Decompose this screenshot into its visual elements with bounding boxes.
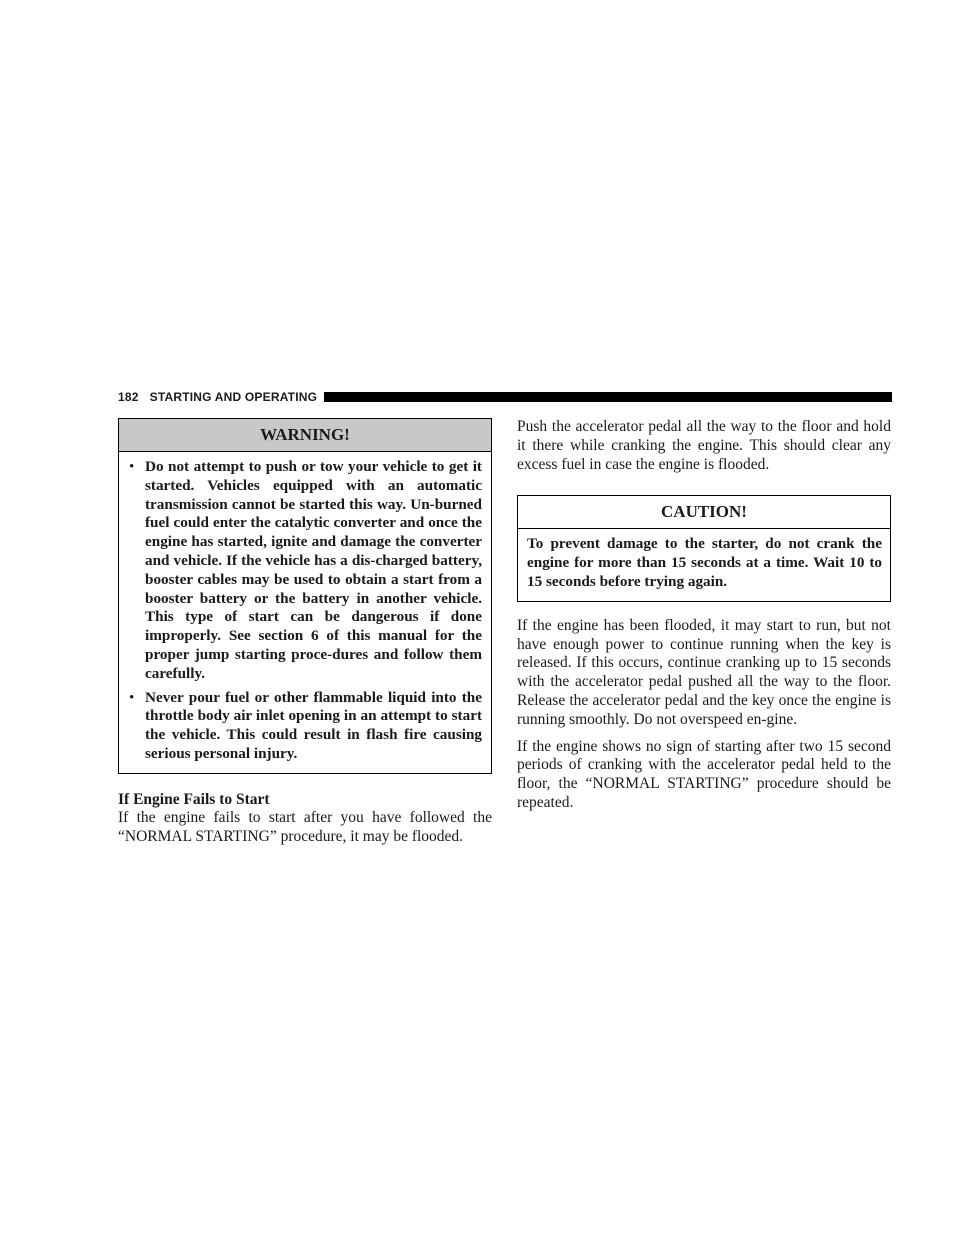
- caution-body: To prevent damage to the starter, do not crank the engine for more than 15 seconds at a time. Wait 10 to 15 seconds before trying again.: [527, 535, 882, 590]
- flooded-paragraph: If the engine has been flooded, it may start to run, but not have enough power to continue running when the key is released. If this occurs, continue cranking up to 15 seconds with the accelerator pedal pushed all the way to the floor. Release the accelerator pedal and the key once the engine is running smoothly. Do not overspeed en-gine.: [517, 616, 891, 728]
- warning-body: [119, 452, 491, 773]
- warning-item-text: Do not attempt to push or tow your vehicle to get it started. Vehicles equipped with an automatic transmission cannot be started this way. Un-burned fuel could enter the catalytic converter and once the engine has started, ignite and damage the converter and vehicle. If the vehicle has a dis-charged battery, booster cables may be used to obtain a start from a booster battery or the battery in another vehicle. This type of start can be dangerous if done improperly. See section 6 of this manual for the proper jump starting proce-dures and follow them carefully.: [145, 458, 482, 682]
- bullet-icon: •: [129, 458, 135, 475]
- warning-title: WARNING!: [119, 419, 491, 452]
- left-column: [118, 418, 492, 846]
- page-number: 182: [118, 390, 139, 404]
- page-header: [118, 390, 892, 404]
- no-sign-paragraph: If the engine shows no sign of starting after two 15 second periods of cranking with the accelerator pedal held to the floor, the “NORMAL STARTING” procedure should be repeated.: [517, 737, 891, 811]
- section-title: STARTING AND OPERATING: [149, 390, 318, 404]
- warning-list: [128, 458, 482, 764]
- warning-item: [128, 689, 482, 764]
- bullet-icon: •: [129, 688, 135, 706]
- caution-title: CAUTION!: [518, 496, 890, 529]
- caution-box: [517, 495, 891, 601]
- warning-item: [128, 458, 482, 684]
- warning-box: [118, 418, 492, 774]
- intro-paragraph: Push the accelerator pedal all the way to the floor and hold it there while cranking the engine. This should clear any excess fuel in case the engine is flooded.: [517, 418, 891, 473]
- header-rule: [324, 392, 892, 402]
- engine-fails-text: If the engine fails to start after you have followed the “NORMAL STARTING” procedure, it may be flooded.: [118, 808, 492, 845]
- warning-item-text: Never pour fuel or other flammable liquid into the throttle body air inlet opening in an attempt to start the vehicle. This could result in flash fire causing serious personal injury.: [145, 688, 482, 762]
- right-column: [517, 418, 891, 813]
- engine-fails-heading: If Engine Fails to Start: [118, 790, 270, 808]
